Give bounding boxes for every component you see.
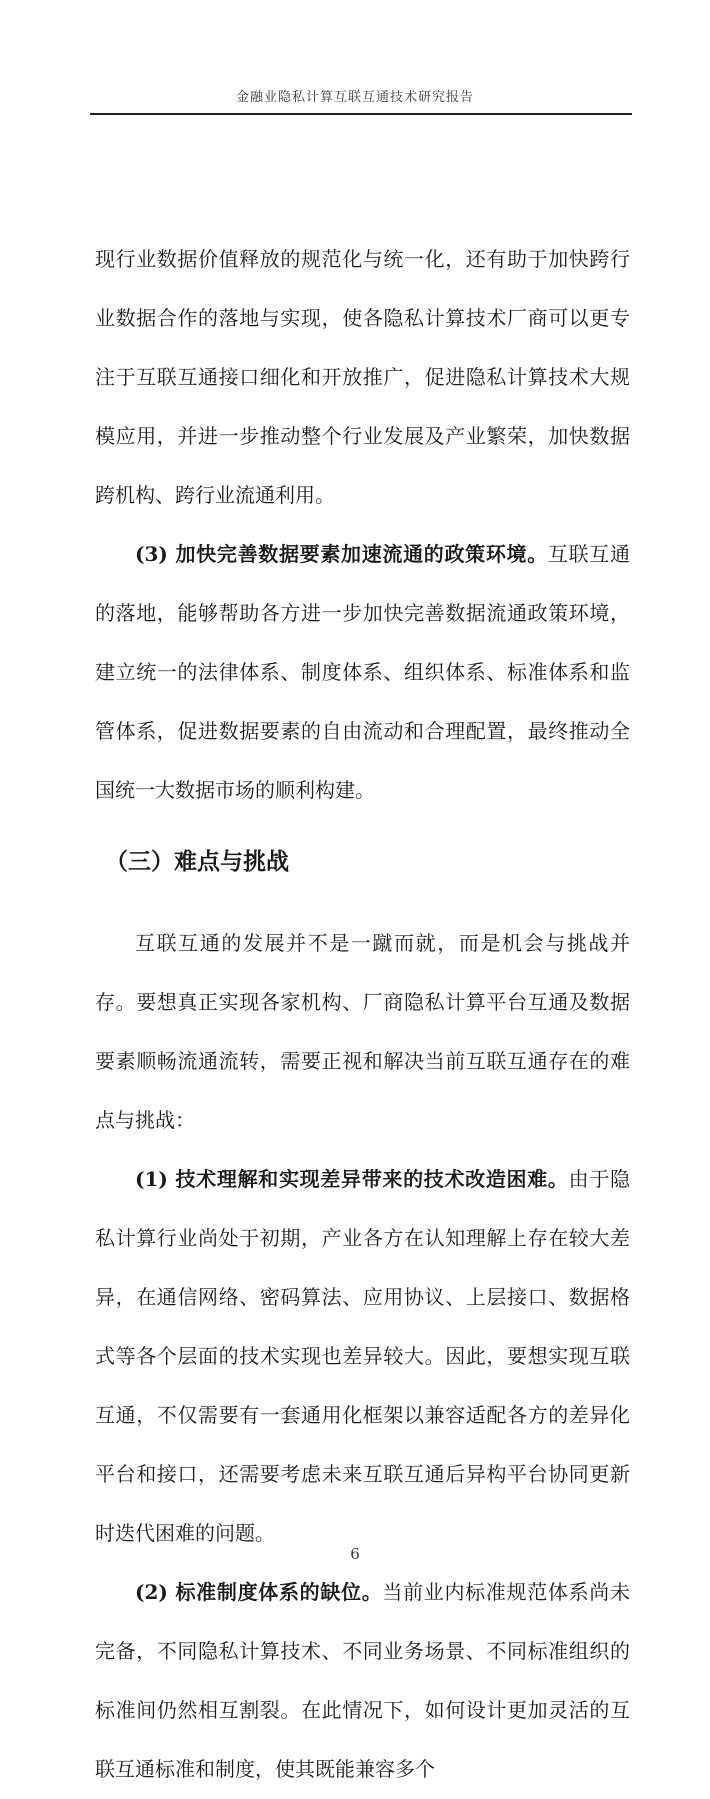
paragraph-lead-standards: (2) 标准制度体系的缺位。 xyxy=(135,1580,383,1604)
paragraph-policy-environment xyxy=(95,525,630,820)
paragraph-text-standards: 当前业内标准规范体系尚未完备，不同隐私计算技术、不同业务场景、不同标准组织的标准间仍然相互割裂。在此情况下，如何设计更加灵活的互联互通标准和制度，使其既能兼容多个 xyxy=(95,1580,630,1781)
paragraph-text-policy: 互联互通的落地，能够帮助各方进一步加快完善数据流通政策环境，建立统一的法律体系、制度体系、组织体系、标准体系和监管体系，促进数据要素的自由流动和合理配置，最终推动全国统一大数据市场的顺利构建。 xyxy=(95,542,630,802)
paragraph-lead-policy: (3) 加快完善数据要素加速流通的政策环境。 xyxy=(135,542,548,566)
running-header: 金融业隐私计算互联互通技术研究报告 xyxy=(235,90,474,105)
section-heading: （三）难点与挑战 xyxy=(105,848,289,875)
paragraph-lead-technical: (1) 技术理解和实现差异带来的技术改造困难。 xyxy=(135,1167,569,1191)
page-number: 6 xyxy=(350,1545,360,1563)
header-divider xyxy=(90,113,632,115)
paragraph-text-technical: 由于隐私计算行业尚处于初期，产业各方在认知理解上存在较大差异，在通信网络、密码算法、应用协议、上层接口、数据格式等各个层面的技术实现也差异较大。因此，要想实现互联互通，不仅需要有一套通用化框架以兼容适配各方的差异化平台和接口，还需要考虑未来互联互通后异构平台协同更新时迭代困难的问题。 xyxy=(95,1167,631,1545)
paragraph-technical-difficulty xyxy=(95,1150,630,1563)
paragraph-challenges-intro: 互联互通的发展并不是一蹴而就，而是机会与挑战并存。要想真正实现各家机构、厂商隐私计算平台互通及数据要素顺畅流通流转，需要正视和解决当前互联互通存在的难点与挑战： xyxy=(95,931,630,1132)
paragraph-continuation: 现行业数据价值释放的规范化与统一化，还有助于加快跨行业数据合作的落地与实现，使各隐私计算技术厂商可以更专注于互联互通接口细化和开放推广，促进隐私计算技术大规模应用，并进一步推动整个行业发展及产业繁荣，加快数据跨机构、跨行业流通利用。 xyxy=(95,247,630,507)
paragraph-standards-gap xyxy=(95,1563,630,1799)
page-body xyxy=(95,230,630,1799)
